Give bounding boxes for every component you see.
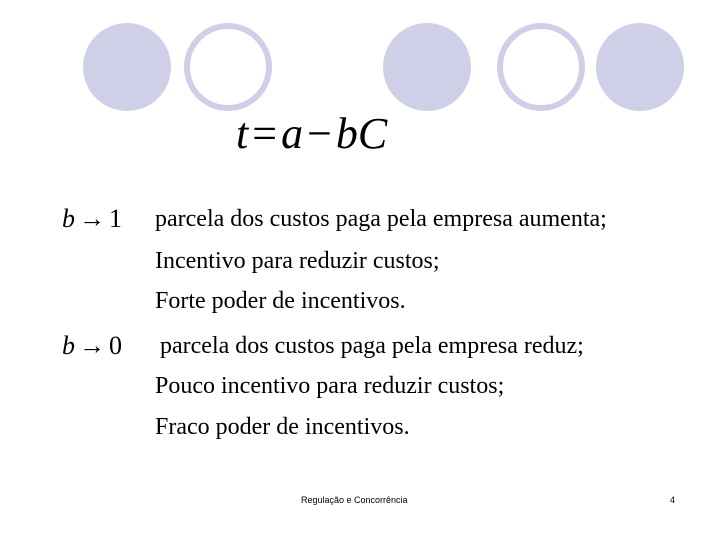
case-1-arrow: → [79,204,105,233]
formula-minus: − [307,109,332,158]
decor-ring-2 [497,23,585,111]
footer-title: Regulação e Concorrência [301,495,408,505]
case-1-line-2: Incentivo para reduzir custos; [155,248,440,274]
decor-circle-2 [383,23,471,111]
formula-lhs: t [236,109,249,158]
formula-c: C [357,109,388,158]
case-1-value: 1 [109,204,122,233]
case-1-var: b [62,204,75,233]
case-2-value: 0 [109,331,122,360]
decor-circle-1 [83,23,171,111]
case-1-line-1: parcela dos custos paga pela empresa aumenta; [155,206,607,232]
case-2-var: b [62,331,75,360]
case-1-condition [62,206,122,232]
case-2-line-1: parcela dos custos paga pela empresa reduz; [160,333,584,359]
formula-b: b [335,109,358,158]
case-2-line-2: Pouco incentivo para reduzir custos; [155,373,505,399]
case-1-line-3: Forte poder de incentivos. [155,288,406,314]
formula-equals: = [252,109,278,158]
case-2-condition [62,333,122,359]
case-2-line-3: Fraco poder de incentivos. [155,414,410,440]
formula-a: a [281,109,304,158]
decor-circle-3 [596,23,684,111]
decor-ring-1 [184,23,272,111]
case-2-arrow: → [79,331,105,360]
formula [236,109,388,158]
page-number: 4 [670,495,676,505]
